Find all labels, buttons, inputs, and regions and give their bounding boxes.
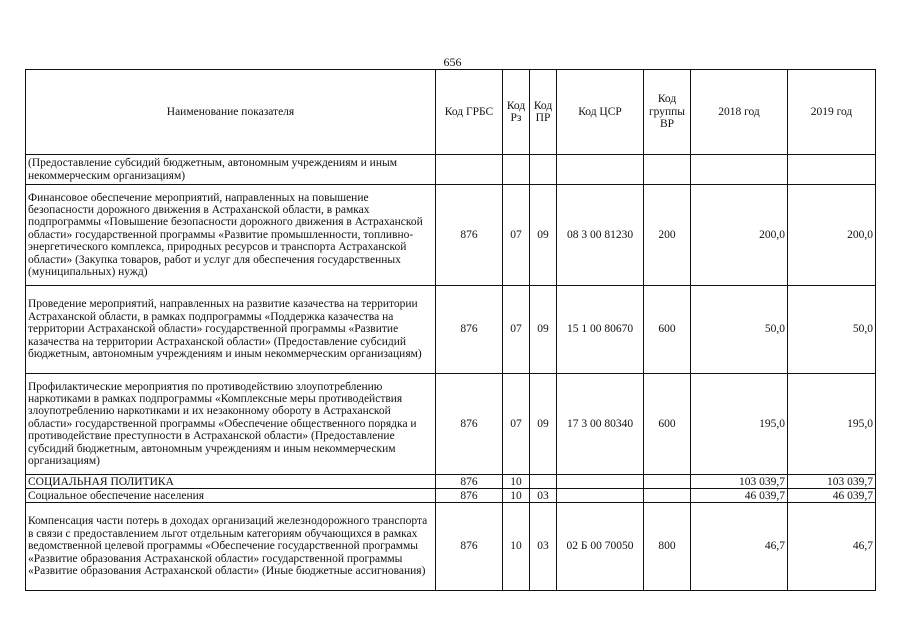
- row-pr: 09: [530, 286, 557, 374]
- row-rz: 07: [503, 185, 530, 286]
- row-2019: 103 039,7: [788, 475, 876, 489]
- row-rz: 10: [503, 503, 530, 591]
- row-2018: 46 039,7: [691, 489, 788, 503]
- table-row: [26, 374, 876, 475]
- table-row: [26, 286, 876, 374]
- row-name: (Предоставление субсидий бюджетным, автономным учреждениям и иным некоммерческим организациям): [26, 155, 436, 185]
- row-csr: [557, 489, 644, 503]
- row-rz: [503, 155, 530, 185]
- row-name: Профилактические мероприятия по противодействию злоупотреблению наркотиками в рамках подпрограммы «Комплексные меры противодействия злоупотреблению наркотиками и их незаконному обороту в Астраханской области» государственной программы «Обеспечение общественного порядка и противодействие преступности в Астраханской области» (Предоставление субсидий бюджетным, автономным учреждениям и иным некоммерческим организациям): [26, 374, 436, 475]
- row-rz: 10: [503, 489, 530, 503]
- table-header-row: [26, 70, 876, 155]
- row-grbs: [436, 155, 503, 185]
- row-2018: 46,7: [691, 503, 788, 591]
- row-vr: 200: [644, 185, 691, 286]
- row-grbs: 876: [436, 475, 503, 489]
- row-vr: 600: [644, 286, 691, 374]
- page-number: 656: [443, 55, 462, 69]
- row-2018: 50,0: [691, 286, 788, 374]
- row-csr: 08 3 00 81230: [557, 185, 644, 286]
- row-rz: 07: [503, 374, 530, 475]
- table-row: [26, 155, 876, 185]
- row-vr: 800: [644, 503, 691, 591]
- table-row: [26, 489, 876, 503]
- row-pr: 03: [530, 489, 557, 503]
- table-row: [26, 475, 876, 489]
- row-2019: 200,0: [788, 185, 876, 286]
- row-csr: [557, 475, 644, 489]
- row-2018: 103 039,7: [691, 475, 788, 489]
- row-csr: 15 1 00 80670: [557, 286, 644, 374]
- row-name: Проведение мероприятий, направленных на развитие казачества на территории Астраханской области, в рамках подпрограммы «Поддержка казачества на территории Астраханской области» государственной программы «Развитие казачества на территории Астраханской области» (Предоставление субсидий бюджетным, автономным учреждениям и иным некоммерческим организациям): [26, 286, 436, 374]
- row-pr: 09: [530, 185, 557, 286]
- row-vr: [644, 155, 691, 185]
- row-name: Компенсация части потерь в доходах организаций железнодорожного транспорта в связи с предоставлением льгот отдельным категориям обучающихся в рамках ведомственной целевой программы «Обеспечение государственной программы «Развитие образования Астраханской области» государственной программы «Развитие образования Астраханской области» (Иные бюджетные ассигнования): [26, 503, 436, 591]
- budget-table: [25, 69, 876, 591]
- row-name: СОЦИАЛЬНАЯ ПОЛИТИКА: [26, 475, 436, 489]
- row-2018: [691, 155, 788, 185]
- header-name: Наименование показателя: [26, 70, 436, 155]
- row-2019: 46,7: [788, 503, 876, 591]
- row-csr: 17 3 00 80340: [557, 374, 644, 475]
- row-name: Социальное обеспечение населения: [26, 489, 436, 503]
- row-pr: [530, 475, 557, 489]
- header-2019: 2019 год: [788, 70, 876, 155]
- row-2018: 200,0: [691, 185, 788, 286]
- row-grbs: 876: [436, 503, 503, 591]
- table-row: [26, 503, 876, 591]
- header-vr: Код группы ВР: [644, 70, 691, 155]
- row-rz: 10: [503, 475, 530, 489]
- row-2019: [788, 155, 876, 185]
- row-vr: 600: [644, 374, 691, 475]
- row-grbs: 876: [436, 286, 503, 374]
- row-pr: 03: [530, 503, 557, 591]
- row-pr: 09: [530, 374, 557, 475]
- row-pr: [530, 155, 557, 185]
- row-2019: 46 039,7: [788, 489, 876, 503]
- row-grbs: 876: [436, 185, 503, 286]
- header-rz: Код Рз: [503, 70, 530, 155]
- row-csr: 02 Б 00 70050: [557, 503, 644, 591]
- row-2018: 195,0: [691, 374, 788, 475]
- header-grbs: Код ГРБС: [436, 70, 503, 155]
- row-2019: 195,0: [788, 374, 876, 475]
- row-vr: [644, 489, 691, 503]
- row-vr: [644, 475, 691, 489]
- table-row: [26, 185, 876, 286]
- row-name: Финансовое обеспечение мероприятий, направленных на повышение безопасности дорожного движения в Астраханской области, в рамках подпрограммы «Повышение безопасности дорожного движения в Астраханской области» государственной программы «Развитие промышленности, топливно-энергетического комплекса, природных ресурсов и транспорта Астраханской области» (Закупка товаров, работ и услуг для обеспечения государственных (муниципальных) нужд): [26, 185, 436, 286]
- row-2019: 50,0: [788, 286, 876, 374]
- row-grbs: 876: [436, 374, 503, 475]
- row-rz: 07: [503, 286, 530, 374]
- row-csr: [557, 155, 644, 185]
- header-pr: Код ПР: [530, 70, 557, 155]
- header-2018: 2018 год: [691, 70, 788, 155]
- header-csr: Код ЦСР: [557, 70, 644, 155]
- row-grbs: 876: [436, 489, 503, 503]
